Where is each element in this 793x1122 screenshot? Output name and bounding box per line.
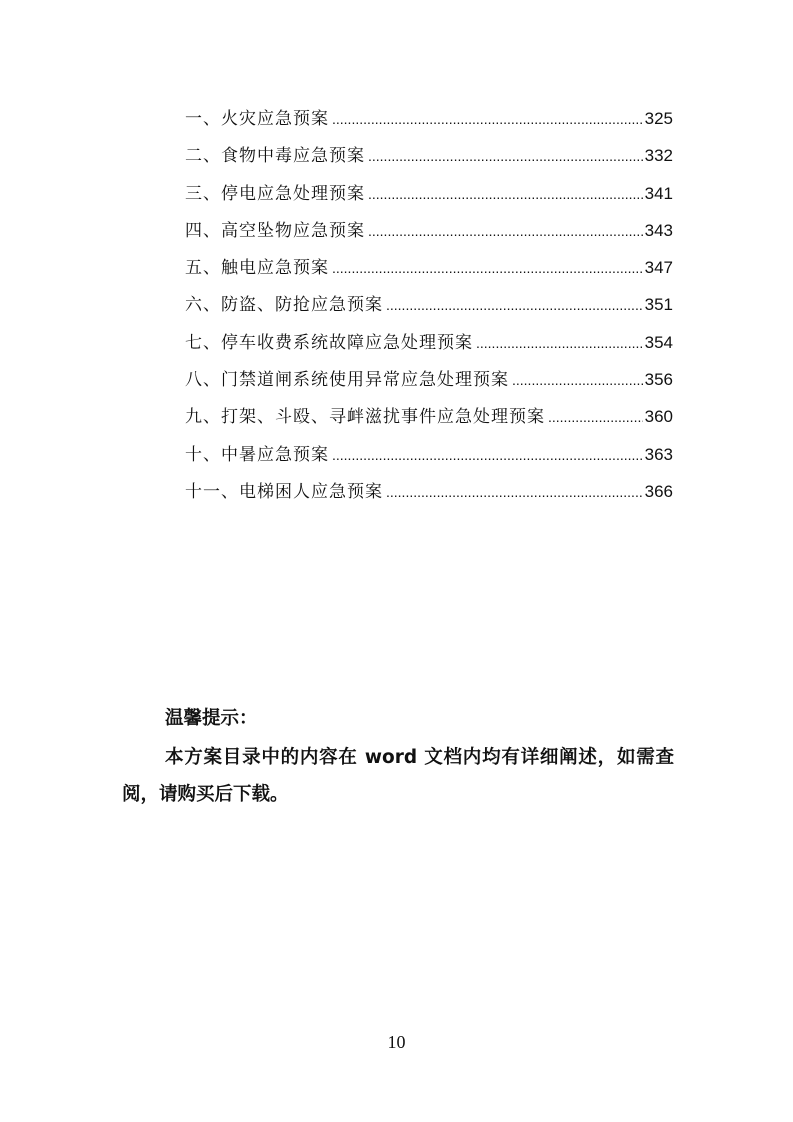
toc-entry-page: 325 (644, 109, 673, 128)
toc-entry-title: 一、火灾应急预案 (185, 109, 329, 129)
toc-entry-title: 二、食物中毒应急预案 (185, 146, 365, 167)
toc-entry-page: 343 (644, 220, 673, 240)
toc-dot-leader (368, 186, 643, 202)
toc-entry-title: 八、门禁道闸系统使用异常应急处理预案 (185, 370, 509, 391)
toc-entry-title: 四、高空坠物应急预案 (185, 220, 365, 241)
toc-entry-title: 七、停车收费系统故障应急处理预案 (185, 332, 473, 353)
toc-entry-page: 332 (644, 146, 673, 166)
toc-entry[interactable] (185, 365, 673, 402)
toc-entry-title: 十、中暑应急预案 (185, 444, 329, 465)
toc-entry[interactable] (185, 290, 673, 327)
toc-dot-leader (386, 484, 643, 500)
purchase-notice (122, 700, 674, 813)
toc-dot-leader (332, 260, 643, 276)
toc-entry-page: 341 (644, 183, 673, 203)
toc-entry-page: 356 (644, 370, 673, 390)
table-of-contents (185, 104, 673, 514)
page-number: 10 (387, 1032, 406, 1052)
toc-entry-title: 五、触电应急预案 (185, 258, 329, 279)
toc-entry[interactable] (185, 179, 673, 216)
toc-entry-page: 360 (644, 407, 673, 427)
toc-dot-leader (476, 335, 643, 351)
toc-entry-title: 三、停电应急处理预案 (185, 183, 365, 204)
toc-entry-page: 363 (644, 444, 673, 464)
toc-entry-title: 六、防盗、防抢应急预案 (185, 295, 383, 316)
notice-body: 本方案目录中的内容在 word 文档内均有详细阐述，如需查阅，请购买后下载。 (122, 747, 674, 805)
toc-entry[interactable] (185, 104, 673, 141)
toc-dot-leader (368, 223, 643, 239)
toc-dot-leader (332, 111, 643, 127)
notice-heading: 温馨提示： (165, 708, 258, 729)
toc-entry-page: 347 (644, 258, 673, 278)
toc-entry[interactable] (185, 216, 673, 253)
toc-entry[interactable] (185, 402, 673, 439)
toc-entry[interactable] (185, 141, 673, 178)
toc-entry-page: 366 (644, 481, 673, 501)
toc-dot-leader (332, 447, 643, 463)
toc-entry-page: 351 (644, 295, 673, 315)
toc-entry[interactable] (185, 477, 673, 514)
toc-dot-leader (512, 372, 643, 388)
toc-entry[interactable] (185, 328, 673, 365)
toc-entry-page: 354 (644, 332, 673, 352)
toc-entry[interactable] (185, 440, 673, 477)
toc-entry-title: 九、打架、斗殴、寻衅滋扰事件应急处理预案 (185, 407, 545, 428)
toc-entry-title: 十一、电梯困人应急预案 (185, 481, 383, 502)
toc-dot-leader (548, 409, 643, 425)
toc-entry[interactable] (185, 253, 673, 290)
toc-dot-leader (386, 297, 643, 313)
toc-dot-leader (368, 148, 643, 164)
